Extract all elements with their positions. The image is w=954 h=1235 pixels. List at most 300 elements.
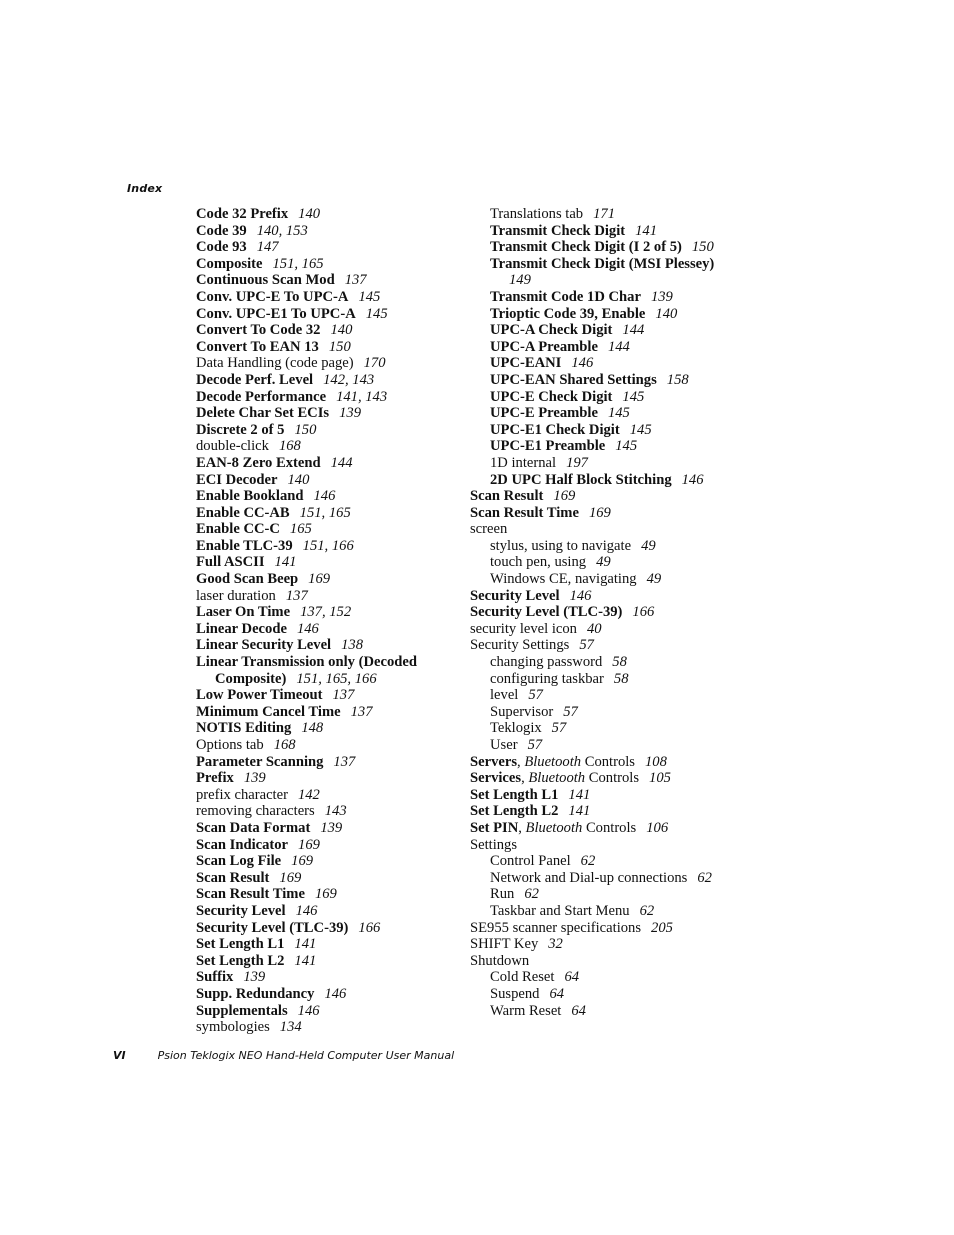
index-entry — [470, 803, 740, 820]
index-entry — [470, 770, 740, 787]
index-entry — [196, 671, 466, 688]
index-term: stylus, using to navigate — [490, 537, 632, 554]
index-term: Windows CE, navigating — [490, 571, 637, 588]
index-term: Composite) — [215, 670, 287, 687]
index-entry — [196, 936, 466, 953]
index-entry — [470, 870, 740, 887]
page-reference: 137, 152 — [300, 604, 352, 621]
index-entry — [196, 820, 466, 837]
page-reference: 146 — [681, 471, 704, 488]
index-term: Shutdown — [470, 952, 530, 969]
index-term: Enable TLC-39 — [196, 537, 293, 554]
page-number: VI — [113, 1049, 126, 1062]
index-entry — [470, 853, 740, 870]
page-reference: 62 — [524, 886, 539, 903]
index-entry — [196, 737, 466, 754]
index-entry — [470, 505, 740, 522]
page-reference: 140 — [298, 206, 321, 222]
index-entry — [196, 239, 466, 256]
index-term: Set Length L2 — [196, 952, 285, 969]
index-entry — [470, 969, 740, 986]
page-reference: 141 — [568, 786, 591, 803]
index-term: configuring taskbar — [490, 670, 604, 687]
index-term: Taskbar and Start Menu — [490, 902, 630, 919]
index-term: Enable CC-AB — [196, 504, 290, 521]
index-entry — [470, 820, 740, 837]
index-term: prefix character — [196, 786, 288, 803]
page-reference: 137 — [332, 687, 355, 704]
index-term: Set Length L2 — [470, 803, 559, 820]
index-entry — [196, 654, 466, 671]
index-entry — [196, 272, 466, 289]
page-reference: 137 — [350, 703, 373, 720]
index-term: Scan Indicator — [196, 836, 289, 853]
index-entry — [196, 853, 466, 870]
index-entry — [470, 986, 740, 1003]
page-reference: 141 — [635, 222, 658, 239]
index-entry — [196, 472, 466, 489]
index-term: level — [490, 687, 519, 704]
page-reference: 146 — [297, 1002, 320, 1019]
index-term: Supplementals — [196, 1002, 288, 1019]
index-entry — [470, 687, 740, 704]
index-entry — [470, 521, 740, 538]
index-entry — [196, 837, 466, 854]
index-term: Convert To EAN 13 — [196, 338, 319, 355]
index-term: Scan Result — [470, 488, 544, 505]
index-entry — [196, 969, 466, 986]
page-reference: 169 — [298, 836, 320, 853]
index-term: Good Scan Beep — [196, 571, 299, 588]
page-reference: 137 — [285, 587, 308, 604]
index-entry — [196, 422, 466, 439]
index-entry — [196, 770, 466, 787]
index-term: symbologies — [196, 1019, 270, 1036]
page-reference: 145 — [629, 421, 652, 438]
page-reference: 171 — [593, 206, 615, 222]
index-term: Suffix — [196, 969, 234, 986]
index-entry — [470, 720, 740, 737]
index-term: EAN-8 Zero Extend — [196, 454, 321, 471]
page-reference: 169 — [291, 853, 314, 870]
index-entry — [470, 422, 740, 439]
index-entry — [196, 621, 466, 638]
index-entry — [470, 654, 740, 671]
page-reference: 57 — [527, 737, 543, 753]
index-entry — [196, 903, 466, 920]
index-term: Enable Bookland — [196, 488, 304, 505]
page-reference: 147 — [256, 239, 279, 256]
index-entry — [196, 870, 466, 887]
index-term: Delete Char Set ECIs — [196, 405, 330, 422]
index-term: UPC-E Preamble — [490, 405, 598, 422]
index-term: UPC-E1 Check Digit — [490, 421, 620, 438]
index-entry — [196, 372, 466, 389]
page-reference: 145 — [365, 305, 388, 322]
index-term: Set Length L1 — [196, 936, 285, 953]
index-term: Discrete 2 of 5 — [196, 421, 285, 438]
index-entry — [196, 505, 466, 522]
page-reference: 141 — [568, 803, 591, 820]
page-reference: 64 — [571, 1002, 586, 1019]
index-entry — [196, 704, 466, 721]
index-entry — [470, 339, 740, 356]
index-term: Low Power Timeout — [196, 687, 323, 704]
index-term: Warm Reset — [490, 1002, 562, 1019]
page-reference: 49 — [641, 537, 656, 554]
page-reference: 145 — [607, 405, 630, 422]
page-reference: 146 — [295, 902, 318, 919]
index-term: laser duration — [196, 587, 276, 604]
running-head: Index — [127, 182, 163, 195]
page-reference: 62 — [697, 869, 712, 886]
index-entry — [470, 737, 740, 754]
index-entry — [470, 903, 740, 920]
index-term: Composite — [196, 255, 263, 272]
page-reference: 158 — [666, 371, 689, 388]
page-reference: 150 — [294, 421, 317, 438]
index-term: Scan Result Time — [470, 504, 579, 521]
index-entry — [196, 223, 466, 240]
index-entry — [196, 920, 466, 937]
index-term: UPC-EAN Shared Settings — [490, 371, 657, 388]
page-reference: 64 — [564, 969, 580, 986]
index-term: Scan Result Time — [196, 886, 305, 903]
index-entry — [470, 637, 740, 654]
index-term: Settings — [470, 836, 518, 853]
index-entry — [470, 438, 740, 455]
page-reference: 32 — [548, 936, 563, 953]
page-reference: 143 — [324, 803, 347, 820]
page-reference: 108 — [644, 753, 667, 770]
page-reference: 197 — [566, 454, 588, 471]
page-reference: 145 — [358, 288, 381, 305]
index-term: Conv. UPC-E1 To UPC-A — [196, 305, 356, 322]
page-reference: 144 — [622, 322, 645, 339]
index-entry — [470, 289, 740, 306]
index-entry — [196, 687, 466, 704]
page-reference: 62 — [639, 902, 655, 919]
index-entry — [196, 886, 466, 903]
index-term: UPC-E Check Digit — [490, 388, 613, 405]
page-reference: 168 — [278, 438, 301, 455]
index-term: Transmit Code 1D Char — [490, 288, 641, 305]
index-entry — [470, 588, 740, 605]
index-term: Minimum Cancel Time — [196, 703, 341, 720]
page-reference: 149 — [509, 272, 531, 289]
index-term: Conv. UPC-E To UPC-A — [196, 288, 349, 305]
index-term: screen — [470, 521, 508, 538]
index-term: UPC-E1 Preamble — [490, 438, 606, 455]
page-reference: 146 — [569, 587, 592, 604]
index-term: security level icon — [470, 620, 577, 637]
page-reference: 64 — [549, 985, 565, 1002]
index-term: Supp. Redundancy — [196, 985, 315, 1002]
page-reference: 142 — [297, 786, 320, 803]
index-entry — [470, 754, 740, 771]
index-term: Supervisor — [490, 703, 554, 720]
index-entry — [470, 372, 740, 389]
index-term: Servers — [470, 753, 518, 770]
index-entry — [470, 272, 740, 289]
index-entry — [196, 571, 466, 588]
index-term: Convert To Code 32 — [196, 322, 321, 339]
index-entry — [196, 355, 466, 372]
index-term: , — [517, 753, 525, 770]
index-entry — [196, 588, 466, 605]
index-column-right — [470, 206, 740, 1019]
page-reference: 169 — [553, 488, 576, 505]
index-term: Cold Reset — [490, 969, 555, 986]
index-term: Decode Performance — [196, 388, 327, 405]
index-term: Set Length L1 — [470, 786, 559, 803]
page-reference: 151, 166 — [302, 537, 354, 554]
page-reference: 166 — [632, 604, 655, 621]
index-term: Code 32 Prefix — [196, 206, 289, 222]
index-term: , — [521, 770, 529, 787]
index-term: Continuous Scan Mod — [196, 272, 335, 289]
index-entry — [470, 787, 740, 804]
page-reference: 169 — [308, 571, 331, 588]
page-reference: 105 — [649, 770, 671, 787]
page-reference: 58 — [613, 670, 629, 687]
page-reference: 138 — [341, 637, 363, 654]
index-term: Teklogix — [490, 720, 542, 737]
index-term: Scan Data Format — [196, 819, 311, 836]
page-reference: 146 — [571, 355, 594, 372]
page-reference: 40 — [586, 620, 602, 637]
index-entry — [196, 289, 466, 306]
page-reference: 165 — [289, 521, 312, 538]
index-entry — [196, 554, 466, 571]
page-reference: 151, 165 — [272, 255, 324, 272]
index-entry — [470, 223, 740, 240]
index-entry — [196, 438, 466, 455]
index-entry — [196, 322, 466, 339]
page-reference: 146 — [296, 620, 319, 637]
page-reference: 150 — [328, 338, 351, 355]
page-reference: 140, 153 — [256, 222, 308, 239]
index-term: Code 39 — [196, 222, 247, 239]
index-column-left — [196, 206, 466, 1036]
index-term: UPC-A Check Digit — [490, 322, 613, 339]
page-reference: 144 — [330, 454, 353, 471]
index-entry — [470, 239, 740, 256]
index-term: SHIFT Key — [470, 936, 539, 953]
index-entry — [470, 704, 740, 721]
page-reference: 170 — [363, 355, 386, 372]
index-term: Security Level — [470, 587, 560, 604]
page-reference: 141, 143 — [336, 388, 388, 405]
index-term: touch pen, using — [490, 554, 587, 571]
index-term: Control Panel — [490, 853, 571, 870]
index-term: Linear Decode — [196, 620, 287, 637]
index-entry — [470, 554, 740, 571]
index-term: Laser On Time — [196, 604, 291, 621]
index-entry — [196, 604, 466, 621]
index-entry — [196, 339, 466, 356]
page-reference: 139 — [650, 288, 673, 305]
page-reference: 141 — [274, 554, 297, 571]
page-reference: 169 — [314, 886, 337, 903]
index-term: SE955 scanner specifications — [470, 919, 642, 936]
index-term: Security Settings — [470, 637, 570, 654]
index-term: Transmit Check Digit — [490, 222, 626, 239]
page-reference: 137 — [333, 753, 356, 770]
page-reference: 106 — [646, 819, 669, 836]
index-entry — [196, 306, 466, 323]
index-term: Scan Result — [196, 869, 270, 886]
index-term: Bluetooth — [525, 819, 583, 836]
index-term: Linear Security Level — [196, 637, 332, 654]
index-term: Data Handling (code page) — [196, 355, 354, 372]
index-entry — [196, 405, 466, 422]
index-entry — [470, 920, 740, 937]
page-reference: 139 — [243, 770, 266, 787]
index-entry — [196, 521, 466, 538]
index-entry — [470, 671, 740, 688]
index-entry — [196, 455, 466, 472]
index-term: 2D UPC Half Block Stitching — [490, 471, 672, 488]
index-entry — [470, 621, 740, 638]
page-reference: 141 — [294, 936, 317, 953]
index-entry — [470, 389, 740, 406]
index-term: ECI Decoder — [196, 471, 278, 488]
index-entry — [196, 953, 466, 970]
manual-title: Psion Teklogix NEO Hand-Held Computer User Manual — [157, 1049, 455, 1062]
index-entry — [196, 720, 466, 737]
page-reference: 146 — [313, 488, 336, 505]
index-term: Security Level (TLC-39) — [196, 919, 349, 936]
index-term: Controls — [582, 819, 637, 836]
page-reference: 145 — [622, 388, 645, 405]
index-term: UPC-EANI — [490, 355, 562, 372]
index-entry — [470, 571, 740, 588]
index-entry — [470, 256, 740, 273]
index-term: Options tab — [196, 737, 264, 753]
index-entry — [470, 206, 740, 223]
index-entry — [196, 1019, 466, 1036]
index-entry — [470, 488, 740, 505]
index-term: Bluetooth — [524, 753, 582, 770]
page-reference: 145 — [615, 438, 638, 455]
index-term: changing password — [490, 654, 603, 671]
page-reference: 139 — [243, 969, 266, 986]
index-term: 1D internal — [490, 454, 557, 471]
index-entry — [196, 637, 466, 654]
page-reference: 58 — [612, 654, 627, 671]
page-reference: 148 — [301, 720, 324, 737]
index-entry — [470, 538, 740, 555]
index-term: Security Level — [196, 902, 286, 919]
index-term: Full ASCII — [196, 554, 265, 571]
page-reference: 140 — [655, 305, 678, 322]
page-footer — [113, 1049, 454, 1062]
index-entry — [470, 936, 740, 953]
page-reference: 49 — [596, 554, 611, 571]
index-term: Bluetooth — [528, 770, 586, 787]
index-term: NOTIS Editing — [196, 720, 292, 737]
page-reference: 142, 143 — [323, 371, 375, 388]
index-term: Controls — [581, 753, 635, 770]
index-term: Network and Dial-up connections — [490, 869, 688, 886]
index-entry — [196, 803, 466, 820]
index-term: Decode Perf. Level — [196, 371, 314, 388]
page-reference: 166 — [358, 919, 381, 936]
page-reference: 49 — [646, 571, 662, 588]
index-entry — [196, 389, 466, 406]
page-reference: 144 — [607, 338, 630, 355]
index-term: Trioptic Code 39, Enable — [490, 305, 646, 322]
index-entry — [196, 1003, 466, 1020]
index-entry — [470, 322, 740, 339]
index-term: Suspend — [490, 985, 540, 1002]
index-term: Controls — [585, 770, 640, 787]
page-reference: 151, 165 — [299, 504, 351, 521]
index-entry — [196, 986, 466, 1003]
index-entry — [470, 306, 740, 323]
index-term: Scan Log File — [196, 853, 282, 870]
page-reference: 62 — [580, 853, 596, 870]
index-term: Transmit Check Digit (I 2 of 5) — [490, 239, 682, 256]
index-term: Enable CC-C — [196, 521, 280, 538]
index-term: User — [490, 737, 518, 753]
index-entry — [470, 405, 740, 422]
page-reference: 169 — [279, 869, 302, 886]
index-entry — [196, 787, 466, 804]
index-term: removing characters — [196, 803, 315, 820]
index-entry — [470, 1003, 740, 1020]
index-term: Security Level (TLC-39) — [470, 604, 623, 621]
index-entry — [470, 953, 740, 970]
page-reference: 57 — [563, 703, 578, 720]
page-reference: 151, 165, 166 — [296, 670, 377, 687]
index-term: Run — [490, 886, 515, 903]
index-term: Set PIN — [470, 819, 519, 836]
index-term: Linear Transmission only (Decoded — [196, 654, 417, 671]
index-entry — [470, 355, 740, 372]
index-term: double-click — [196, 438, 269, 455]
page-reference: 146 — [324, 985, 347, 1002]
page-reference: 150 — [691, 239, 714, 256]
page-reference: 57 — [528, 687, 543, 704]
index-entry — [470, 886, 740, 903]
index-entry — [196, 754, 466, 771]
index-entry — [470, 604, 740, 621]
page-reference: 57 — [551, 720, 567, 737]
index-term: Parameter Scanning — [196, 753, 324, 770]
index-entry — [470, 472, 740, 489]
page-reference: 140 — [330, 322, 353, 339]
index-term: , — [518, 819, 526, 836]
page-reference: 205 — [651, 919, 673, 936]
index-entry — [470, 455, 740, 472]
index-term: Translations tab — [490, 206, 584, 222]
index-term: Code 93 — [196, 239, 247, 256]
page-reference: 137 — [344, 272, 367, 289]
index-term: Services — [470, 770, 522, 787]
page-reference: 57 — [579, 637, 594, 654]
index-term: Transmit Check Digit (MSI Plessey) — [490, 255, 715, 272]
index-entry — [196, 538, 466, 555]
page-reference: 139 — [320, 819, 343, 836]
index-entry — [196, 256, 466, 273]
page-reference: 134 — [279, 1019, 302, 1036]
page-reference: 141 — [294, 952, 317, 969]
page-reference: 168 — [273, 737, 296, 753]
index-entry — [470, 837, 740, 854]
index-term: UPC-A Preamble — [490, 338, 598, 355]
